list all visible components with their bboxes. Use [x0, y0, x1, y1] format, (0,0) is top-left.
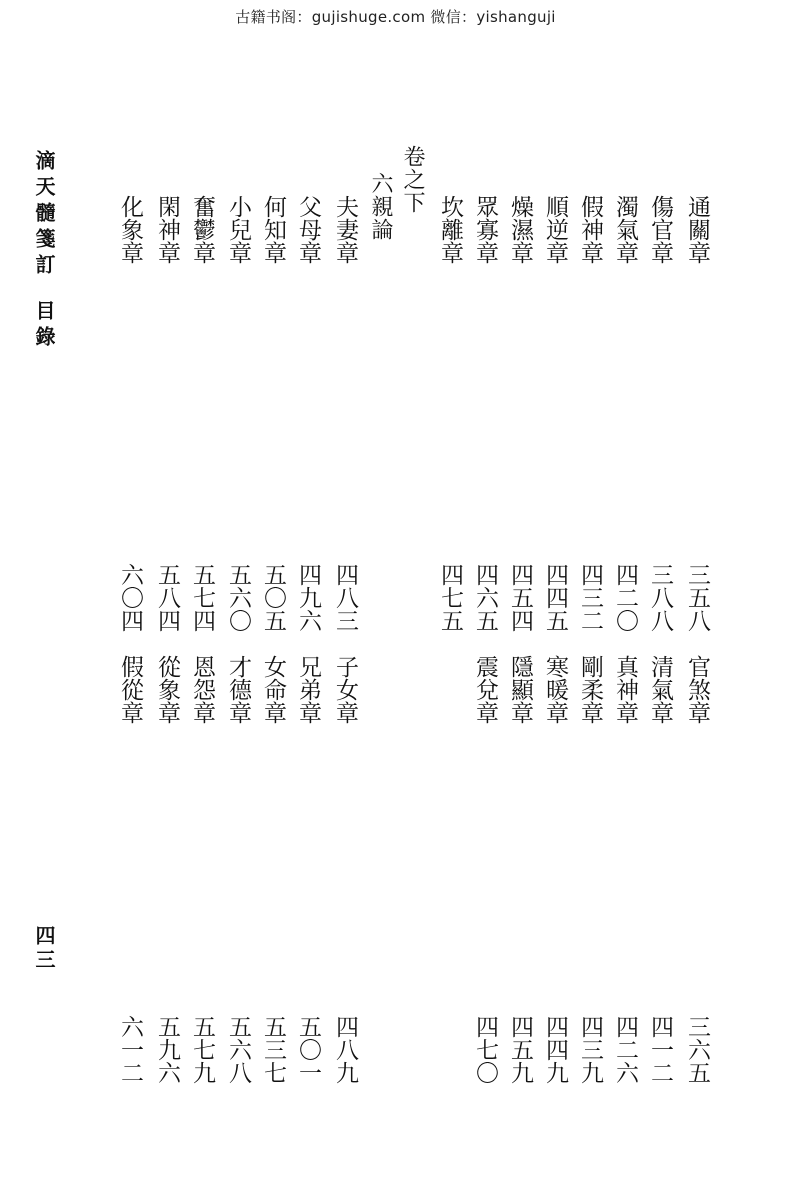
page-ref: 五八四 [154, 563, 180, 632]
page-ref: 五〇一 [295, 1015, 321, 1084]
page-ref: 四二〇 [612, 563, 638, 632]
section-label: 目錄 [32, 300, 56, 352]
page-ref: 四五九 [507, 1015, 533, 1084]
watermark-text: 古籍书阁：gujishuge.com 微信：yishanguji [235, 8, 556, 26]
page-number: 四三 [32, 925, 56, 973]
page-ref: 六〇四 [117, 563, 143, 632]
page-ref: 四八三 [332, 563, 358, 632]
volume-heading: 卷之下 [400, 145, 425, 214]
chapter-title: 夫妻章 [332, 195, 358, 264]
chapter-title: 順逆章 [542, 195, 568, 264]
section-heading: 六親論 [368, 172, 393, 241]
page-ref: 五九六 [154, 1015, 180, 1084]
page-ref: 五七九 [189, 1015, 215, 1084]
page-ref: 六一二 [117, 1015, 143, 1084]
chapter-title: 通關章 [684, 195, 710, 264]
chapter-title: 兄弟章 [295, 655, 321, 724]
page-ref: 五三七 [260, 1015, 286, 1084]
chapter-title: 剛柔章 [577, 655, 603, 724]
chapter-title: 從象章 [154, 655, 180, 724]
page-ref: 四三九 [577, 1015, 603, 1084]
page-ref: 三五八 [684, 563, 710, 632]
chapter-title: 奮鬱章 [189, 195, 215, 264]
page-ref: 四一二 [647, 1015, 673, 1084]
chapter-title: 才德章 [225, 655, 251, 724]
page-ref: 四四九 [542, 1015, 568, 1084]
chapter-title: 傷官章 [647, 195, 673, 264]
chapter-title: 女命章 [260, 655, 286, 724]
chapter-title: 子女章 [332, 655, 358, 724]
chapter-title: 真神章 [612, 655, 638, 724]
page-ref: 三六五 [684, 1015, 710, 1084]
chapter-title: 假從章 [117, 655, 143, 724]
page-ref: 四五四 [507, 563, 533, 632]
page-ref: 四七〇 [472, 1015, 498, 1084]
chapter-title: 濁氣章 [612, 195, 638, 264]
chapter-title: 何知章 [260, 195, 286, 264]
chapter-title: 坎離章 [437, 195, 463, 264]
page-ref: 四七五 [437, 563, 463, 632]
chapter-title: 父母章 [295, 195, 321, 264]
page-ref: 四九六 [295, 563, 321, 632]
page-ref: 五七四 [189, 563, 215, 632]
page-ref: 五六〇 [225, 563, 251, 632]
page-ref: 五〇五 [260, 563, 286, 632]
chapter-title: 閑神章 [154, 195, 180, 264]
page-ref: 五六八 [225, 1015, 251, 1084]
page-ref: 四二六 [612, 1015, 638, 1084]
page-ref: 四四五 [542, 563, 568, 632]
chapter-title: 清氣章 [647, 655, 673, 724]
page-ref: 三八八 [647, 563, 673, 632]
chapter-title: 寒暖章 [542, 655, 568, 724]
chapter-title: 恩怨章 [189, 655, 215, 724]
chapter-title: 眾寡章 [472, 195, 498, 264]
chapter-title: 燥濕章 [507, 195, 533, 264]
book-title: 滴天髓箋訂 [32, 150, 56, 280]
chapter-title: 化象章 [117, 195, 143, 264]
chapter-title: 假神章 [577, 195, 603, 264]
page-ref: 四八九 [332, 1015, 358, 1084]
chapter-title: 小兒章 [225, 195, 251, 264]
chapter-title: 官煞章 [684, 655, 710, 724]
chapter-title: 隱顯章 [507, 655, 533, 724]
page-ref: 四三二 [577, 563, 603, 632]
chapter-title: 震兌章 [472, 655, 498, 724]
page-ref: 四六五 [472, 563, 498, 632]
